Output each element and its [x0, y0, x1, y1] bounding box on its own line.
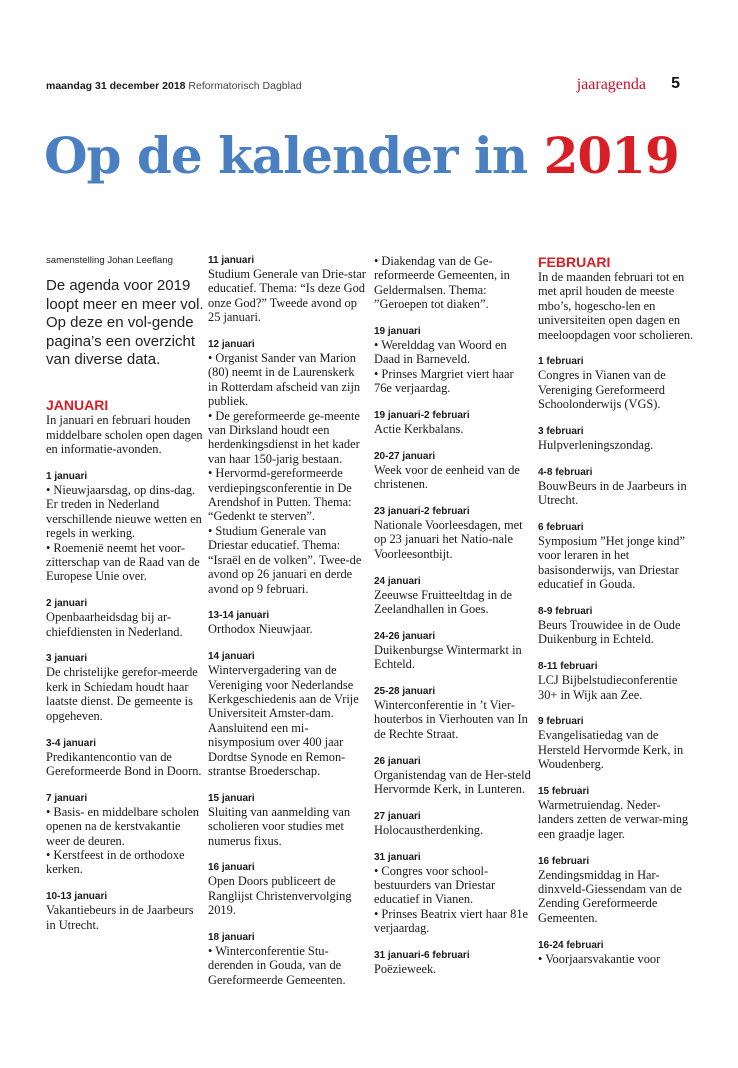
- entry-date: 2 januari: [46, 598, 88, 610]
- agenda-entry: [374, 575, 532, 617]
- entry-text: Congres in Vianen van de Vereniging Gereformeerd Schoolonderwijs (VGS).: [538, 368, 666, 412]
- entry-text: Sluiting van aanmelding van scholieren voor studies met numerus fixus.: [208, 804, 351, 848]
- entry-date: 24 januari: [374, 575, 421, 587]
- month-intro: In de maanden februari tot en met april houden de meeste mbo’s, hogescho-len en universiteiten open dagen en meeloopdagen voor scholieren.: [538, 270, 694, 342]
- page-header-info: [46, 80, 302, 92]
- agenda-entry: [538, 715, 696, 771]
- entry-text: Open Doors publiceert de Ranglijst Christenvervolging 2019.: [208, 874, 352, 918]
- entry-text: Week voor de eenheid van de christenen.: [374, 462, 520, 492]
- page-title: [44, 126, 679, 185]
- agenda-entry: [46, 470, 204, 584]
- entry-text: Beurs Trouwidee in de Oude Duikenburg in Echteld.: [538, 618, 681, 647]
- agenda-entry: [374, 450, 532, 492]
- agenda-entry: [208, 609, 366, 636]
- month-heading-januari: JANUARI: [46, 397, 109, 414]
- entry-text: • Winterconferentie Stu-derenden in Gouda, van de Gereformeerde Gemeenten.: [208, 943, 346, 987]
- entry-date: 15 januari: [208, 792, 255, 804]
- entry-date: 10-13 januari: [46, 891, 108, 903]
- entry-date: 13-14 januari: [208, 610, 270, 622]
- entry-text: Holocaustherdenking.: [374, 822, 484, 837]
- entry-text: Actie Kerkbalans.: [374, 422, 464, 437]
- title-year: 2019: [543, 126, 679, 185]
- entry-date: 1 februari: [538, 356, 584, 368]
- agenda-entry: [374, 755, 532, 797]
- agenda-entry: [208, 792, 366, 848]
- entry-text: Duikenburgse Wintermarkt in Echteld.: [374, 642, 522, 672]
- column-3: [374, 254, 532, 990]
- agenda-entry: [538, 660, 696, 702]
- entry-date: 16 februari: [538, 855, 590, 867]
- entry-text: Openbaarheidsdag bij ar-chiefdiensten in Nederland.: [46, 610, 183, 639]
- entry-date: 3 januari: [46, 653, 88, 665]
- entry-text: Poëzieweek.: [374, 962, 437, 977]
- entry-date: 3-4 januari: [46, 737, 97, 749]
- entry-date: 11 januari: [208, 255, 255, 266]
- entry-text: Predikantencontio van de Gereformeerde Bond in Doorn.: [46, 749, 202, 778]
- entry-date: 31 januari-6 februari: [374, 950, 470, 962]
- agenda-entry: [374, 409, 532, 436]
- agenda-entry: [374, 810, 532, 837]
- intro-text: De agenda voor 2019 loopt meer en meer vol. Op deze en vol-gende pagina’s een overzicht van diverse data.: [46, 277, 204, 369]
- agenda-entry: [208, 338, 366, 596]
- month-intro: In januari en februari houden middelbare scholen open dagen en informatie-avonden.: [46, 413, 203, 457]
- agenda-entry: [538, 521, 696, 592]
- agenda-entry: [374, 325, 532, 396]
- column-4: [538, 254, 696, 979]
- month-heading-februari: FEBRUARI: [538, 254, 611, 270]
- agenda-entry: [538, 605, 696, 647]
- entry-date: 25-28 januari: [374, 686, 436, 698]
- entry-text: Winterconferentie in ’t Vier-houterbos in Vierhouten van In de Rechte Straat.: [374, 698, 528, 741]
- agenda-entry: [46, 597, 204, 639]
- entry-date: 19 januari-2 februari: [374, 410, 470, 422]
- entry-text: • Diakendag van de Ge-reformeerde Gemeenten, in Geldermalsen. Thema: ”Geroepen tot diaken”.: [374, 254, 510, 312]
- entry-text: Hulpverleningszondag.: [538, 438, 654, 453]
- agenda-entry: [374, 630, 532, 672]
- entry-text: De christelijke gerefor-meerde kerk in Schiedam houdt haar laatste dienst. De gemeente is opgeheven.: [46, 665, 198, 723]
- entry-text: Evangelisatiedag van de Hersteld Hervormde Kerk, in Woudenberg.: [538, 728, 684, 772]
- entry-text: Wintervergadering van de Vereniging voor Nederlandse Kerkgeschiedenis aan de Vrije Universiteit Amster-dam. Aansluitend een mi-nisymposium over 400 jaar Dordtse Synode en Remon-strantse Broederschap.: [208, 663, 359, 778]
- entry-text: Zendingsmiddag in Har-dinxveld-Giessendam van de Zending Gereformeerde Gemeenten.: [538, 867, 682, 925]
- entry-text: • Congres voor school-bestuurders van Driestar educatief in Vianen. • Prinses Beatrix viert haar 81e verjaardag.: [374, 863, 529, 936]
- entry-date: 27 januari: [374, 810, 421, 822]
- byline: samenstelling Johan Leeflang: [46, 255, 173, 266]
- entry-date: 26 januari: [374, 755, 421, 767]
- entry-date: 31 januari: [374, 851, 421, 863]
- column-2: [208, 254, 366, 1001]
- entry-date: 8-11 februari: [538, 661, 598, 673]
- agenda-entry: [208, 650, 366, 778]
- agenda-entry: [374, 949, 532, 976]
- agenda-entry: [374, 505, 532, 561]
- entry-text: • Werelddag van Woord en Daad in Barneveld. • Prinses Margriet viert haar 76e verjaardag.: [374, 338, 514, 396]
- entry-date: 7 januari: [46, 792, 88, 804]
- entry-text: • Voorjaarsvakantie voor: [538, 951, 661, 966]
- entry-date: 1 januari: [46, 471, 88, 483]
- entry-text: LCJ Bijbelstudieconferentie 30+ in Wijk aan Zee.: [538, 673, 678, 702]
- agenda-entry: [208, 861, 366, 917]
- agenda-entry-continued: [374, 254, 532, 312]
- entry-text: Vakantiebeurs in de Jaarbeurs in Utrecht.: [46, 903, 194, 932]
- section-label: jaaragenda: [576, 76, 646, 93]
- entry-text: Studium Generale van Drie-star educatief. Thema: “Is deze God onze God?” Tweede avond op 25 januari.: [208, 267, 366, 325]
- publication-name: Reformatorisch Dagblad: [188, 80, 302, 92]
- entry-date: 8-9 februari: [538, 606, 593, 618]
- agenda-entry: [208, 931, 366, 987]
- entry-date: 19 januari: [374, 326, 421, 338]
- entry-date: 16 januari: [208, 862, 255, 874]
- agenda-entry: [538, 785, 696, 841]
- entry-date: 4-8 februari: [538, 466, 593, 478]
- entry-date: 20-27 januari: [374, 450, 436, 462]
- entry-text: • Organist Sander van Marion (80) neemt in de Laurenskerk in Rotterdam afscheid van zijn publiek. • De gereformeerde ge-meente van Dirksland houdt een herdenkingsdienst in het kader van haar 150-jarig bestaan. • Hervormd-gereformeerde verdiepingsconferentie in De Arendshof in Putten. Thema: “Gedenkt te sterven”. • Studium Generale van Driestar educatief. Thema: “Israël en de volken”. Twee-de avond op 26 januari en derde avond op 9 februari.: [208, 351, 362, 596]
- agenda-entry: [538, 466, 696, 508]
- page-number: 5: [671, 75, 680, 92]
- entry-date: 14 januari: [208, 651, 255, 663]
- entry-text: Nationale Voorleesdagen, met op 23 januari het Natio-nale Voorleesontbijt.: [374, 518, 523, 561]
- entry-text: Orthodox Nieuwjaar.: [208, 622, 313, 637]
- title-text: Op de kalender in: [44, 126, 528, 185]
- agenda-entry: [538, 855, 696, 926]
- agenda-entry: [374, 851, 532, 936]
- entry-text: Zeeuwse Fruitteeltdag in de Zeelandhallen in Goes.: [374, 587, 512, 617]
- agenda-entry: [46, 890, 204, 932]
- agenda-entry: [46, 737, 204, 779]
- entry-date: 15 februari: [538, 786, 590, 798]
- entry-date: 24-26 januari: [374, 630, 436, 642]
- agenda-entry: [538, 355, 696, 411]
- agenda-entry: [538, 939, 696, 966]
- agenda-entry: [374, 685, 532, 741]
- entry-text: Warmetruiendag. Neder-landers zetten de verwar-ming een graadje lager.: [538, 798, 689, 841]
- entry-text: BouwBeurs in de Jaarbeurs in Utrecht.: [538, 478, 687, 508]
- entry-date: 18 januari: [208, 931, 255, 943]
- entry-date: 6 februari: [538, 522, 584, 534]
- entry-date: 3 februari: [538, 426, 584, 438]
- entry-date: 9 februari: [538, 716, 584, 728]
- agenda-entry: [208, 254, 366, 325]
- entry-text: • Nieuwjaarsdag, op dins-dag. Er treden in Nederland verschillende nieuwe wetten en regels in werking. • Roemenië neemt het voor-zitterschap van de Raad van de Europese Unie over.: [46, 483, 202, 584]
- agenda-entry: [46, 792, 204, 877]
- entry-date: 12 januari: [208, 339, 255, 351]
- column-1: [46, 254, 204, 945]
- entry-date: 16-24 februari: [538, 939, 604, 951]
- issue-date: maandag 31 december 2018: [46, 80, 186, 92]
- agenda-entry: [538, 425, 696, 452]
- entry-text: • Basis- en middelbare scholen openen na de kerstvakantie weer de deuren. • Kerstfeest in de orthodoxe kerken.: [46, 804, 199, 877]
- entry-text: Symposium ”Het jonge kind” voor leraren in het basisonderwijs, van Driestar educatief in Gouda.: [538, 534, 685, 592]
- agenda-entry: [46, 652, 204, 723]
- entry-text: Organistendag van de Her-steld Hervormde Kerk, in Lunteren.: [374, 767, 531, 797]
- entry-date: 23 januari-2 februari: [374, 506, 470, 518]
